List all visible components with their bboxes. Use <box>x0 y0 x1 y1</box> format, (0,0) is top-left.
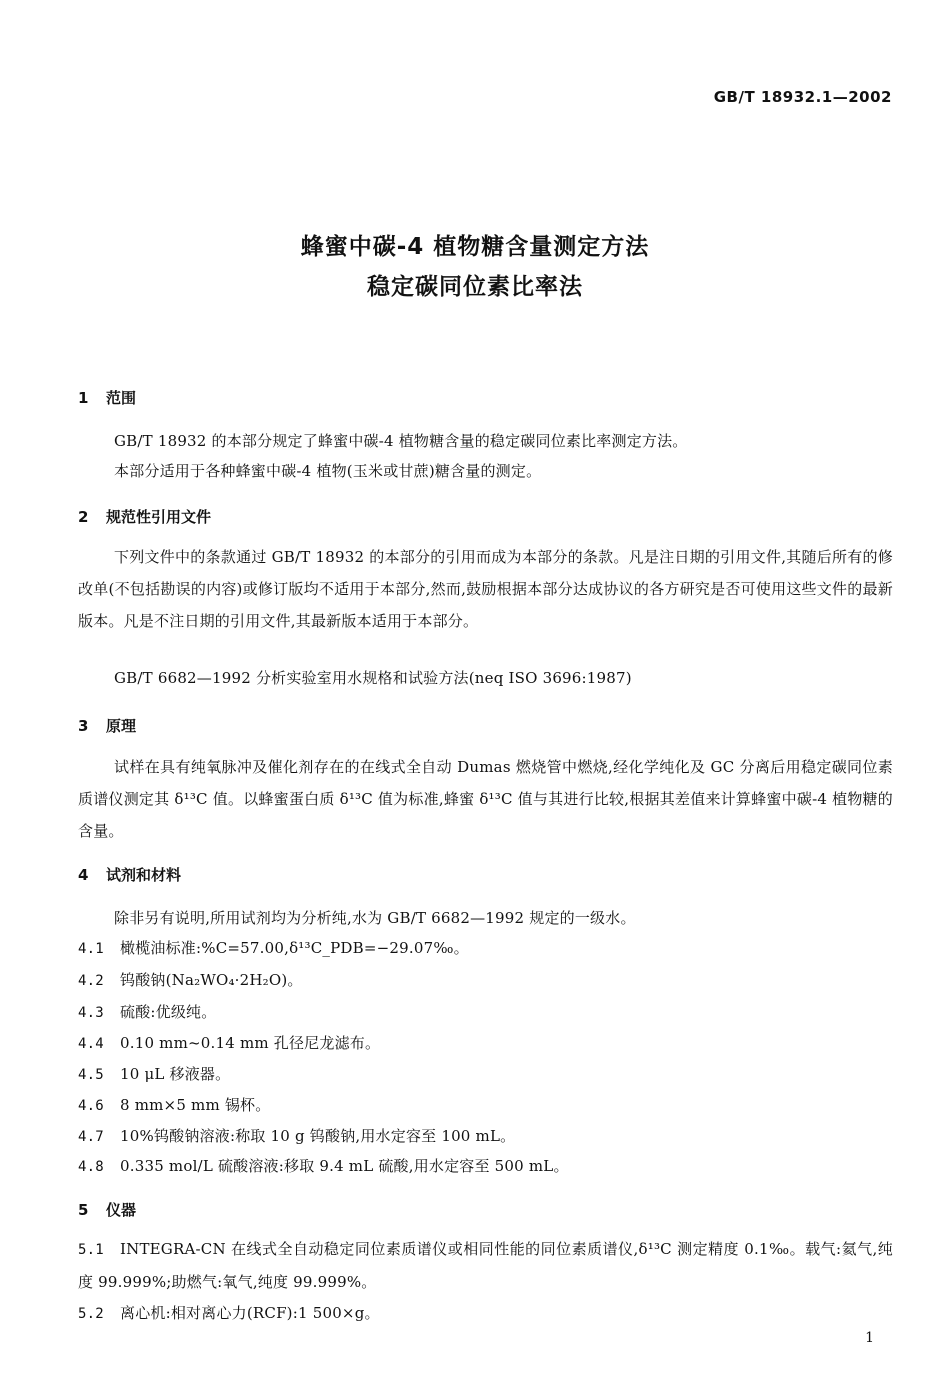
section-title: 范围 <box>106 389 137 407</box>
item-number: 4.8 <box>78 1159 104 1175</box>
section-4-paragraph: 除非另有说明,所用试剂均为分析纯,水为 GB/T 6682—1992 规定的一级水。 <box>114 909 636 927</box>
section-title: 原理 <box>106 717 137 735</box>
item-text: 0.10 mm~0.14 mm 孔径尼龙滤布。 <box>120 1034 381 1052</box>
section-1-paragraph: 本部分适用于各种蜂蜜中碳-4 植物(玉米或甘蔗)糖含量的测定。 <box>114 462 542 480</box>
item-text: 10 μL 移液器。 <box>120 1065 231 1083</box>
section-3-paragraph: 试样在具有纯氧脉冲及催化剂存在的在线式全自动 Dumas 燃烧管中燃烧,经化学纯化及 GC 分离后用稳定碳同位素质谱仪测定其 δ¹³C 值。以蜂蜜蛋白质 δ¹³C 值为标准,蜂蜜 δ¹³C 值与其进行比较,根据其差值来计算蜂蜜中碳-4 植物糖的含量。 <box>78 758 893 840</box>
section-number: 2 <box>78 508 89 526</box>
item-text: 0.335 mol/L 硫酸溶液:移取 9.4 mL 硫酸,用水定容至 500 mL。 <box>120 1157 569 1175</box>
section-number: 1 <box>78 389 89 407</box>
list-item <box>78 1032 380 1053</box>
list-item <box>78 1155 569 1176</box>
section-1-paragraph: GB/T 18932 的本部分规定了蜂蜜中碳-4 植物糖含量的稳定碳同位素比率测定方法。 <box>114 432 688 450</box>
list-item <box>78 937 469 958</box>
section-title: 试剂和材料 <box>106 866 182 884</box>
list-item <box>78 1001 216 1022</box>
item-number: 4.4 <box>78 1036 104 1052</box>
section-2-paragraph: 下列文件中的条款通过 GB/T 18932 的本部分的引用而成为本部分的条款。凡是注日期的引用文件,其随后所有的修改单(不包括勘误的内容)或修订版均不适用于本部分,然而,鼓励根据本部分达成协议的各方研究是否可使用这些文件的最新版本。凡是不注日期的引用文件,其最新版本适用于本部分。 <box>78 548 893 630</box>
list-item <box>78 1302 380 1323</box>
item-number: 4.5 <box>78 1067 104 1083</box>
item-number: 4.2 <box>78 973 104 989</box>
item-number: 4.6 <box>78 1098 104 1114</box>
section-3-heading <box>78 715 136 736</box>
document-title-line1: 蜂蜜中碳-4 植物糖含量测定方法 <box>300 234 650 260</box>
page-number: 1 <box>865 1330 874 1346</box>
section-number: 4 <box>78 866 89 884</box>
section-5-heading <box>78 1199 136 1220</box>
section-2-heading <box>78 506 211 527</box>
item-text: 8 mm×5 mm 锡杯。 <box>120 1096 271 1114</box>
item-text: 离心机:相对离心力(RCF):1 500×g。 <box>120 1304 380 1322</box>
section-1-heading <box>78 387 136 408</box>
section-number: 5 <box>78 1201 89 1219</box>
list-item <box>78 1125 515 1146</box>
item-text: 钨酸钠(Na₂WO₄·2H₂O)。 <box>120 971 303 989</box>
section-number: 3 <box>78 717 89 735</box>
normative-reference: GB/T 6682—1992 分析实验室用水规格和试验方法(neq ISO 3696:1987) <box>114 669 632 687</box>
item-text: 橄榄油标准:%C=57.00,δ¹³C_PDB=−29.07‰。 <box>120 939 469 957</box>
list-item <box>78 1233 893 1298</box>
item-number: 4.1 <box>78 941 104 957</box>
list-item <box>78 1063 230 1084</box>
item-number: 5.2 <box>78 1306 104 1322</box>
list-item <box>78 1094 270 1115</box>
list-item <box>78 969 303 990</box>
item-number: 5.1 <box>78 1242 104 1258</box>
item-text: 硫酸:优级纯。 <box>120 1003 217 1021</box>
standard-code: GB/T 18932.1—2002 <box>713 88 892 106</box>
document-title-line2: 稳定碳同位素比率法 <box>367 274 583 300</box>
item-number: 4.7 <box>78 1129 104 1145</box>
section-title: 规范性引用文件 <box>106 508 212 526</box>
item-number: 4.3 <box>78 1005 104 1021</box>
section-title: 仪器 <box>106 1201 137 1219</box>
item-text: 10%钨酸钠溶液:称取 10 g 钨酸钠,用水定容至 100 mL。 <box>120 1127 516 1145</box>
section-4-heading <box>78 864 181 885</box>
item-text: INTEGRA-CN 在线式全自动稳定同位素质谱仪或相同性能的同位素质谱仪,δ¹³C 测定精度 0.1‰。载气:氦气,纯度 99.999%;助燃气:氧气,纯度 99.999%。 <box>78 1240 893 1291</box>
